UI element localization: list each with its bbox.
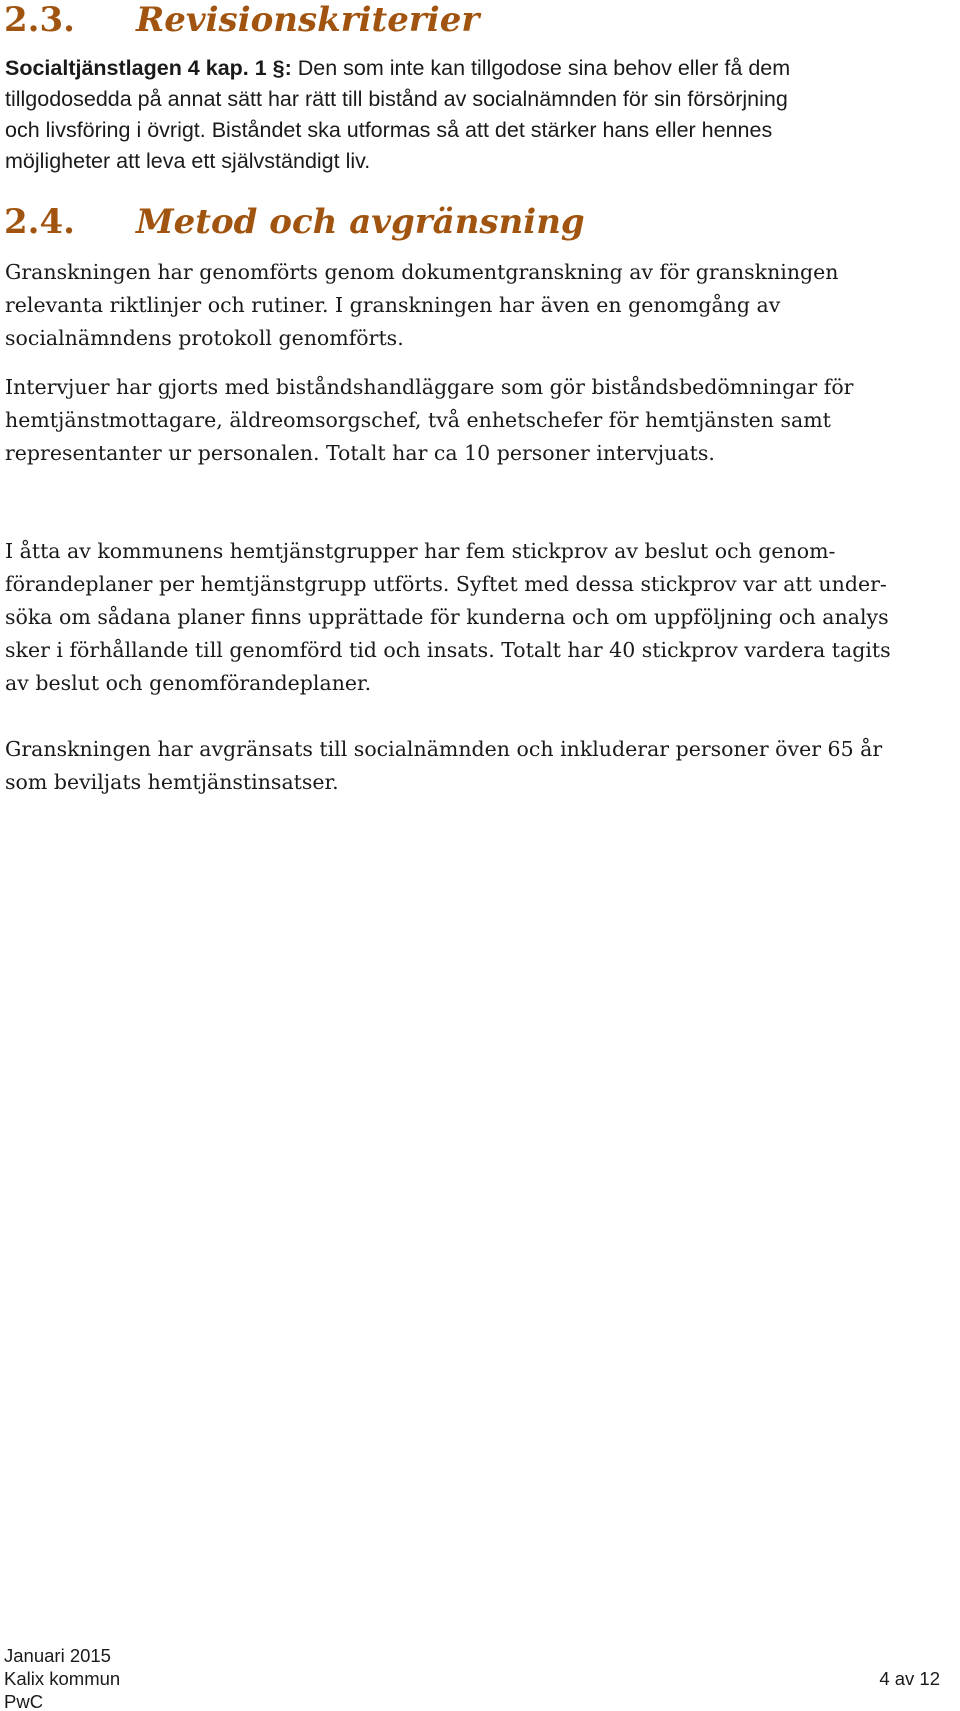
section-title: Revisionskriterier — [136, 0, 480, 40]
paragraph-line: Granskningen har avgränsats till socialnämnden och inkluderar personer över 65 år — [5, 737, 883, 761]
page-footer — [4, 1644, 120, 1711]
paragraph-line: representanter ur personalen. Totalt har ca 10 personer intervjuats. — [5, 441, 715, 465]
paragraph-line: söka om sådana planer finns upprättade för kunderna och om uppföljning och analys — [5, 605, 889, 629]
method-paragraph-samples — [5, 535, 957, 700]
law-paragraph — [5, 53, 957, 177]
paragraph-line: socialnämndens protokoll genomförts. — [5, 326, 404, 350]
law-line-2: tillgodosedda på annat sätt har rätt till bistånd av socialnämnden för sin försörjning — [5, 87, 788, 111]
law-line-3: och livsföring i övrigt. Biståndet ska utformas så att det stärker hans eller hennes — [5, 118, 773, 142]
section-heading-metod — [4, 202, 585, 242]
paragraph-line: relevanta riktlinjer och rutiner. I granskningen har även en genomgång av — [5, 293, 781, 317]
section-title: Metod och avgränsning — [136, 202, 585, 242]
section-heading-revisionskriterier — [4, 0, 479, 40]
section-number: 2.3. — [4, 0, 75, 40]
paragraph-line: Intervjuer har gjorts med biståndshandläggare som gör biståndsbedömningar för — [5, 375, 854, 399]
footer-date: Januari 2015 — [4, 1645, 111, 1666]
paragraph-line: Granskningen har genomförts genom dokumentgranskning av för granskningen — [5, 260, 839, 284]
paragraph-line: förandeplaner per hemtjänstgrupp utförts. Syftet med dessa stickprov var att under- — [5, 572, 887, 596]
paragraph-line: av beslut och genomförandeplaner. — [5, 671, 372, 695]
method-paragraph-documents — [5, 256, 957, 355]
paragraph-line: I åtta av kommunens hemtjänstgrupper har fem stickprov av beslut och genom- — [5, 539, 836, 563]
law-line-1 — [5, 53, 957, 84]
footer-firm: PwC — [4, 1691, 44, 1711]
method-paragraph-scope — [5, 733, 957, 799]
law-text: Den som inte kan tillgodose sina behov eller få dem — [291, 56, 791, 80]
method-paragraph-interviews — [5, 371, 957, 470]
page-number: 4 av 12 — [879, 1668, 940, 1689]
paragraph-line: hemtjänstmottagare, äldreomsorgschef, två enhetschefer för hemtjänsten samt — [5, 408, 831, 432]
law-citation: Socialtjänstlagen 4 kap. 1 §: — [5, 56, 292, 80]
footer-client: Kalix kommun — [4, 1668, 121, 1689]
section-number: 2.4. — [4, 202, 75, 242]
paragraph-line: som beviljats hemtjänstinsatser. — [5, 770, 339, 794]
law-line-4: möjligheter att leva ett självständigt liv. — [5, 149, 371, 173]
paragraph-line: sker i förhållande till genomförd tid och insats. Totalt har 40 stickprov vardera tagits — [5, 638, 891, 662]
